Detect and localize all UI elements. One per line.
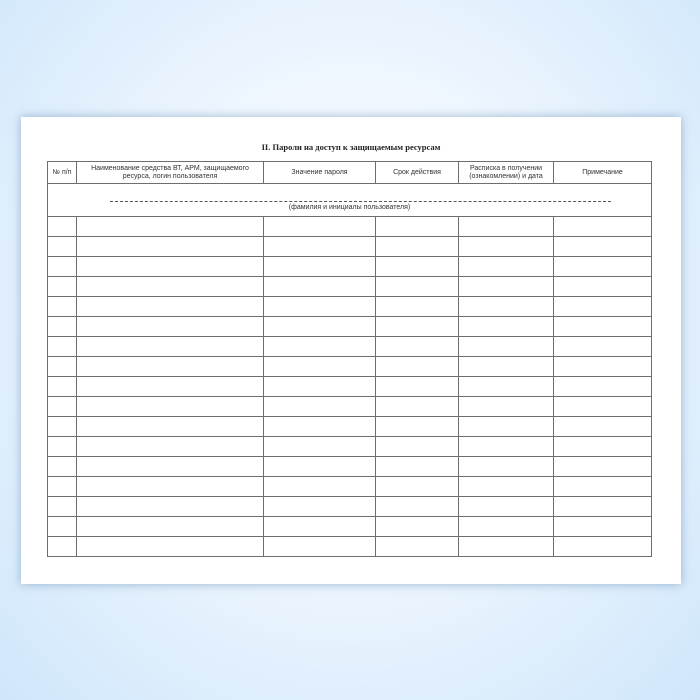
column-header-resource: Наименование средства ВТ, АРМ, защищаемого ресурса, логин пользователя [77, 162, 264, 184]
table-row [48, 477, 652, 497]
table-cell-validity[interactable] [376, 517, 459, 537]
table-row [48, 497, 652, 517]
table-cell-receipt[interactable] [459, 437, 554, 457]
table-cell-resource[interactable] [77, 237, 264, 257]
table-cell-num[interactable] [48, 477, 77, 497]
table-cell-validity[interactable] [376, 437, 459, 457]
table-cell-note[interactable] [554, 237, 652, 257]
table-cell-resource[interactable] [77, 457, 264, 477]
table-cell-validity[interactable] [376, 237, 459, 257]
table-cell-resource[interactable] [77, 257, 264, 277]
table-row [48, 237, 652, 257]
table-cell-note[interactable] [554, 297, 652, 317]
table-row [48, 217, 652, 237]
table-cell-num[interactable] [48, 317, 77, 337]
table-cell-resource[interactable] [77, 277, 264, 297]
table-cell-receipt[interactable] [459, 477, 554, 497]
table-cell-note[interactable] [554, 437, 652, 457]
table-cell-password[interactable] [264, 297, 376, 317]
table-cell-receipt[interactable] [459, 317, 554, 337]
table-cell-validity[interactable] [376, 297, 459, 317]
table-cell-password[interactable] [264, 277, 376, 297]
table-cell-receipt[interactable] [459, 537, 554, 557]
table-cell-num[interactable] [48, 437, 77, 457]
user-name-cell[interactable] [48, 184, 652, 217]
table-cell-resource[interactable] [77, 377, 264, 397]
table-cell-receipt[interactable] [459, 457, 554, 477]
table-cell-resource[interactable] [77, 477, 264, 497]
table-cell-resource[interactable] [77, 297, 264, 317]
table-cell-resource[interactable] [77, 397, 264, 417]
table-cell-validity[interactable] [376, 257, 459, 277]
table-cell-password[interactable] [264, 337, 376, 357]
table-cell-num[interactable] [48, 277, 77, 297]
table-cell-validity[interactable] [376, 417, 459, 437]
table-cell-note[interactable] [554, 277, 652, 297]
table-cell-password[interactable] [264, 357, 376, 377]
table-row [48, 537, 652, 557]
document-title: II. Пароли на доступ к защищаемым ресурсам [261, 142, 441, 152]
table-cell-validity[interactable] [376, 497, 459, 517]
table-cell-note[interactable] [554, 477, 652, 497]
table-row [48, 377, 652, 397]
user-name-line [110, 201, 611, 202]
table-cell-password[interactable] [264, 497, 376, 517]
table-cell-resource[interactable] [77, 517, 264, 537]
table-cell-receipt[interactable] [459, 497, 554, 517]
table-cell-password[interactable] [264, 257, 376, 277]
table-row [48, 357, 652, 377]
table-cell-num[interactable] [48, 237, 77, 257]
table-row [48, 517, 652, 537]
table-cell-receipt[interactable] [459, 357, 554, 377]
table-cell-num[interactable] [48, 517, 77, 537]
user-name-caption: (фамилия и инициалы пользователя) [288, 204, 411, 211]
table-cell-receipt[interactable] [459, 417, 554, 437]
column-header-validity: Срок действия [376, 162, 459, 184]
table-cell-validity[interactable] [376, 217, 459, 237]
table-cell-receipt[interactable] [459, 257, 554, 277]
table-cell-resource[interactable] [77, 537, 264, 557]
table-cell-num[interactable] [48, 217, 77, 237]
table-cell-note[interactable] [554, 397, 652, 417]
table-cell-num[interactable] [48, 397, 77, 417]
table-cell-num[interactable] [48, 537, 77, 557]
table-row [48, 437, 652, 457]
table-cell-validity[interactable] [376, 377, 459, 397]
table-cell-password[interactable] [264, 397, 376, 417]
table-row [48, 317, 652, 337]
table-cell-resource[interactable] [77, 497, 264, 517]
table-cell-validity[interactable] [376, 337, 459, 357]
table-cell-note[interactable] [554, 517, 652, 537]
table-cell-receipt[interactable] [459, 217, 554, 237]
user-name-row [48, 184, 652, 217]
table-cell-resource[interactable] [77, 437, 264, 457]
table-cell-num[interactable] [48, 297, 77, 317]
table-cell-note[interactable] [554, 217, 652, 237]
table-row [48, 277, 652, 297]
table-cell-resource[interactable] [77, 217, 264, 237]
table-cell-validity[interactable] [376, 317, 459, 337]
table-cell-num[interactable] [48, 457, 77, 477]
table-cell-num[interactable] [48, 417, 77, 437]
table-cell-note[interactable] [554, 497, 652, 517]
table-cell-num[interactable] [48, 497, 77, 517]
table-cell-num[interactable] [48, 257, 77, 277]
column-header-receipt: Расписка в получении (ознакомлении) и дата [459, 162, 554, 184]
table-cell-note[interactable] [554, 537, 652, 557]
table-cell-receipt[interactable] [459, 517, 554, 537]
table-row [48, 457, 652, 477]
table-header-row [48, 162, 652, 184]
table-cell-password[interactable] [264, 517, 376, 537]
table-cell-validity[interactable] [376, 357, 459, 377]
table-cell-note[interactable] [554, 337, 652, 357]
table-cell-password[interactable] [264, 417, 376, 437]
column-header-number: № п/п [48, 162, 77, 184]
column-header-password: Значение пароля [264, 162, 376, 184]
table-cell-validity[interactable] [376, 457, 459, 477]
table-cell-password[interactable] [264, 537, 376, 557]
table-cell-password[interactable] [264, 237, 376, 257]
table-cell-password[interactable] [264, 437, 376, 457]
table-cell-password[interactable] [264, 217, 376, 237]
table-row [48, 417, 652, 437]
table-cell-note[interactable] [554, 417, 652, 437]
table-cell-resource[interactable] [77, 417, 264, 437]
table-cell-password[interactable] [264, 317, 376, 337]
table-cell-receipt[interactable] [459, 377, 554, 397]
table-cell-password[interactable] [264, 457, 376, 477]
table-cell-note[interactable] [554, 377, 652, 397]
table-row [48, 397, 652, 417]
table-cell-resource[interactable] [77, 357, 264, 377]
table-cell-validity[interactable] [376, 477, 459, 497]
table-row [48, 297, 652, 317]
column-header-note: Примечание [554, 162, 652, 184]
table-cell-receipt[interactable] [459, 397, 554, 417]
table-cell-num[interactable] [48, 357, 77, 377]
table-cell-note[interactable] [554, 257, 652, 277]
document-sheet [21, 117, 681, 584]
table-cell-receipt[interactable] [459, 237, 554, 257]
table-row [48, 257, 652, 277]
table-row [48, 337, 652, 357]
table-cell-num[interactable] [48, 337, 77, 357]
table-cell-note[interactable] [554, 317, 652, 337]
table-cell-receipt[interactable] [459, 297, 554, 317]
table-cell-resource[interactable] [77, 337, 264, 357]
table-cell-receipt[interactable] [459, 337, 554, 357]
table-cell-validity[interactable] [376, 397, 459, 417]
table-cell-validity[interactable] [376, 537, 459, 557]
table-cell-num[interactable] [48, 377, 77, 397]
table-cell-password[interactable] [264, 377, 376, 397]
table-cell-password[interactable] [264, 477, 376, 497]
table-cell-receipt[interactable] [459, 277, 554, 297]
table-cell-resource[interactable] [77, 317, 264, 337]
passwords-table [47, 161, 652, 557]
table-cell-note[interactable] [554, 357, 652, 377]
table-cell-validity[interactable] [376, 277, 459, 297]
table-cell-note[interactable] [554, 457, 652, 477]
